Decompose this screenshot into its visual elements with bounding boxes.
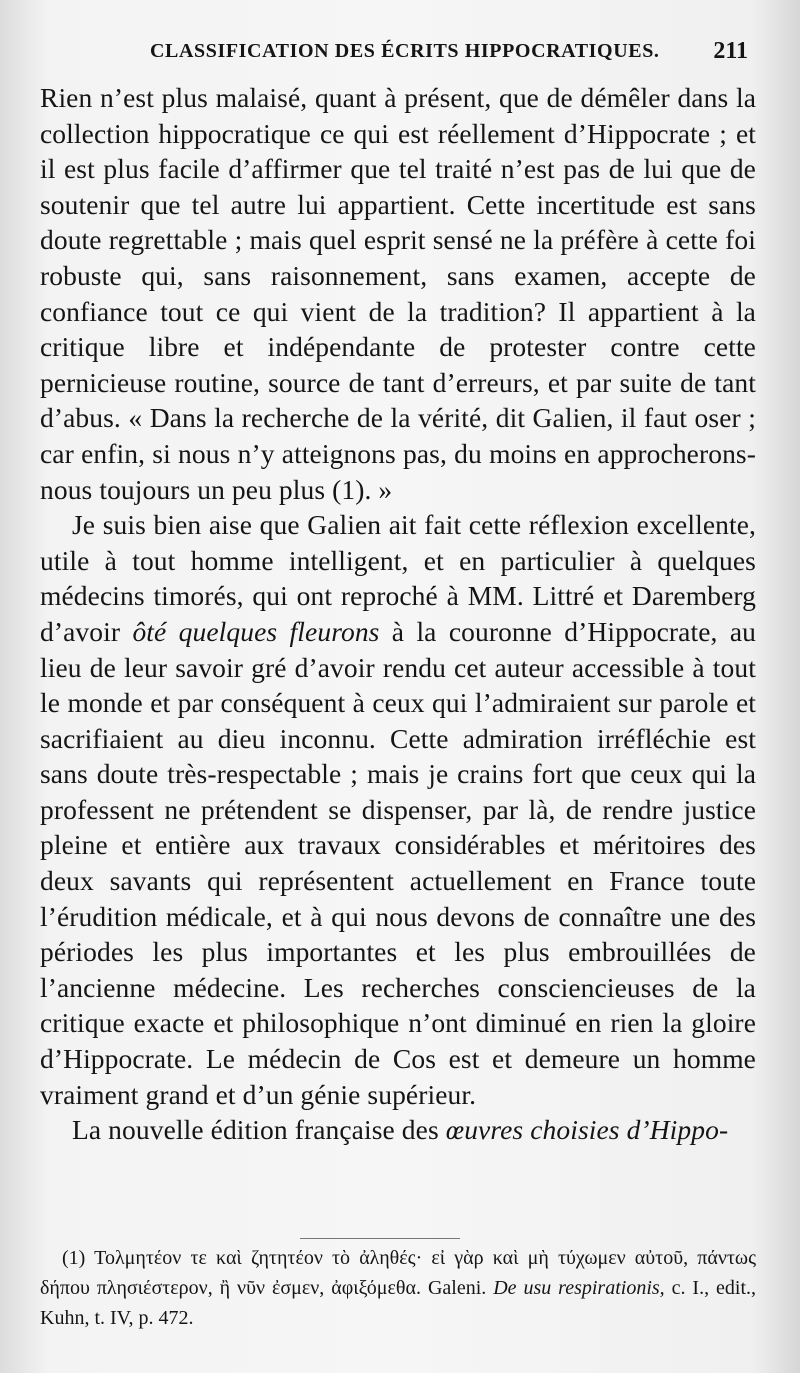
paragraph-1-text: Rien n’est plus malaisé, quant à présent, que de démêler dans la collection hippocratique ce qui est réellement d’Hippocrate ; et il est plus facile d’affirmer que tel traité n’est pas de lui que de soutenir que tel autre lui appartient. Cette incertitude est sans doute regrettable ; mais quel esprit sensé ne la préfère à cette foi robuste qui, sans raisonnement, sans examen, accepte de confiance tout ce qui vient de la tradition? Il appartient à la critique libre et indépendante de protester contre cette pernicieuse routine, source de tant d’erreurs, et par suite de tant d’abus. « Dans la recherche de la vérité, dit Galien, il faut oser ; car enfin, si nous n’y atteignons pas, du moins en approcherons-nous toujours un peu plus (1). » (40, 82, 756, 505)
paragraph-2 (40, 507, 756, 1112)
footnote-reference: c. I., edit., Kuhn, t. IV, p. 472. (40, 1277, 757, 1329)
paragraph-3 (40, 1112, 756, 1148)
footnote-greek-quote: Τολμητέον τε καὶ ζητητέον τὸ ἀληθές· εἰ γὰρ καὶ μὴ τύχωμεν αὐτοῦ, πάντως δήπου πλησιέστερον, ἢ νῦν ἐσμεν, ἀφιξόμεθα. (40, 1247, 757, 1299)
footnote-work-title: De usu respirationis, (493, 1277, 665, 1299)
footnote-marker: (1) (62, 1247, 86, 1269)
running-title: CLASSIFICATION DES ÉCRITS HIPPOCRATIQUES. (150, 40, 660, 62)
footnote-author: Galeni. (427, 1277, 487, 1299)
page-header (150, 40, 748, 72)
footnote (40, 1243, 756, 1333)
paragraph-1 (40, 80, 756, 507)
paragraph-3-text-start: La nouvelle édition française des (72, 1114, 446, 1146)
paragraph-2-text-end: à la couronne d’Hippocrate, au lieu de leur savoir gré d’avoir rendu cet auteur accessible à tout le monde et par conséquent à ceux qui l’admiraient sur parole et sacrifiaient au dieu inconnu. Cette admiration irréfléchie est sans doute très-respectable ; mais je crains fort que ceux qui la professent ne prétendent se dispenser, par là, de rendre justice pleine et entière aux travaux considérables et méritoires des deux savants qui représentent actuellement en France toute l’érudition médicale, et à qui nous devons de connaître une des périodes les plus importantes et les plus embrouillées de l’ancienne médecine. Les recherches consciencieuses de la critique exacte et philosophique n’ont diminué en rien la gloire d’Hippocrate. Le médecin de Cos est et demeure un homme vraiment grand et d’un génie supérieur. (40, 615, 756, 1110)
paragraph-2-text-start: Je suis bien aise que Galien ait fait cette réflexion excellente, utile à tout homme intelligent, et en particulier à quelques médecins timorés, qui ont reproché à MM. Littré et Daremberg d’avoir (40, 509, 756, 647)
paragraph-2-emphasis: ôté quelques fleurons (132, 615, 380, 647)
footnote-separator (300, 1238, 460, 1239)
page-number: 211 (713, 38, 748, 64)
body-text (40, 80, 756, 1148)
paragraph-3-emphasis: œuvres choisies d’Hippo- (445, 1114, 729, 1146)
